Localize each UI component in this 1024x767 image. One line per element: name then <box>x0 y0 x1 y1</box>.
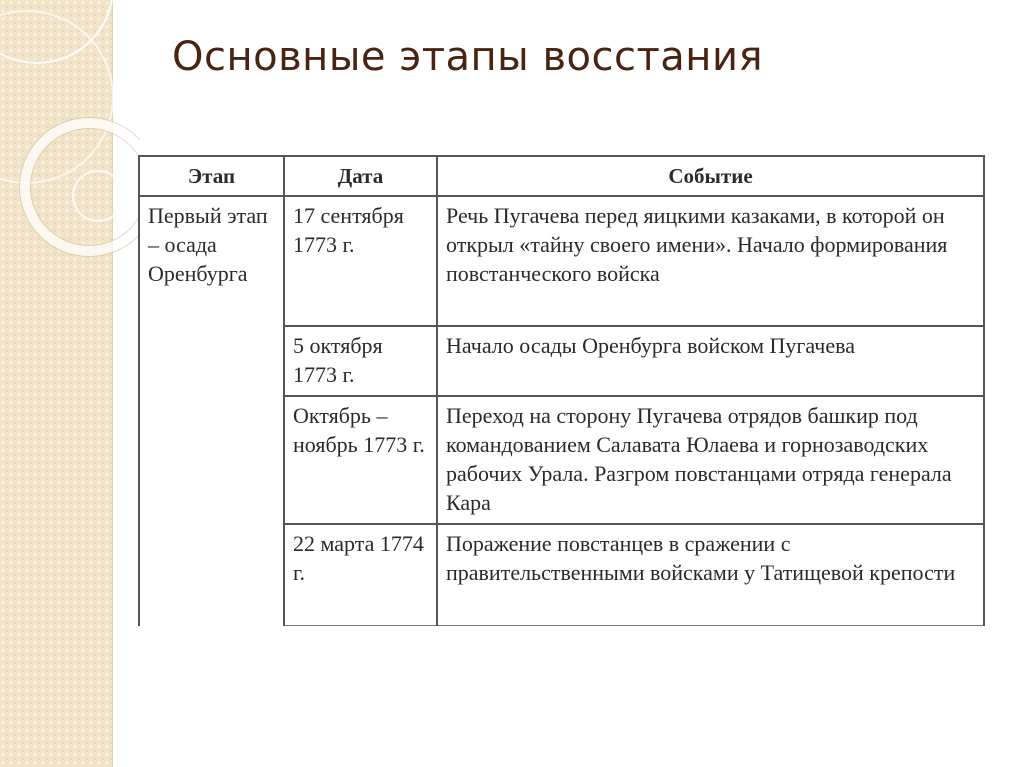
date-cell: 22 марта 1774 г. <box>284 524 437 626</box>
decorative-ring <box>72 170 124 222</box>
date-cell: 17 сентября 1773 г. <box>284 196 437 326</box>
stage-cell: Первый этап – осада Оренбурга <box>139 196 284 626</box>
header-event: Событие <box>437 156 984 196</box>
date-cell: 5 октября 1773 г. <box>284 326 437 396</box>
table-header-row <box>139 156 984 196</box>
date-cell: Октябрь – ноябрь 1773 г. <box>284 396 437 524</box>
uprising-stages-table <box>138 155 983 626</box>
decorative-circles <box>0 0 140 260</box>
event-cell: Начало осады Оренбурга войском Пугачева <box>437 326 984 396</box>
slide-title: Основные этапы восстания <box>172 34 764 80</box>
event-cell: Речь Пугачева перед яицкими казаками, в которой он открыл «тайну своего имени». Начало формирования повстанческого войска <box>437 196 984 326</box>
table-row <box>139 196 984 326</box>
stages-table <box>138 155 985 626</box>
header-stage: Этап <box>139 156 284 196</box>
event-cell: Переход на сторону Пугачева отрядов башкир под командованием Салавата Юлаева и горнозаводских рабочих Урала. Разгром повстанцами отряда генерала Кара <box>437 396 984 524</box>
header-date: Дата <box>284 156 437 196</box>
event-cell: Поражение повстанцев в сражении с правительственными войсками у Татищевой крепости <box>437 524 984 626</box>
